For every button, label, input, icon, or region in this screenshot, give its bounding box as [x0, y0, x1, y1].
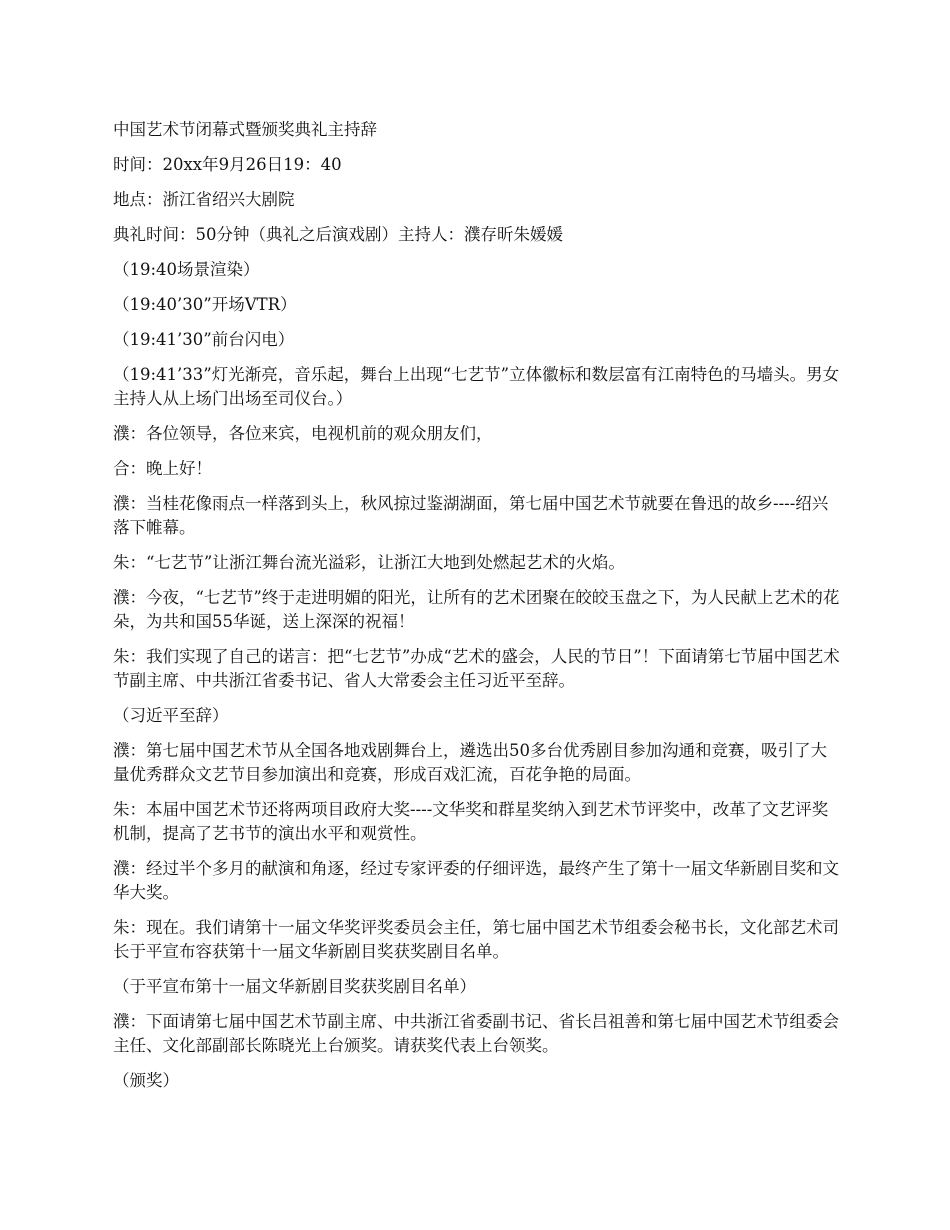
event-time: 时间：20xx年9月26日19：40 [113, 155, 342, 174]
paragraph: 朱：我们实现了自己的诺言：把“七艺节”办成“艺术的盛会，人民的节日”！下面请第七节届中国艺术节副主席、中共浙江省委书记、省人大常委会主任习近平至辞。 [113, 647, 840, 690]
paragraph: 濮：第七届中国艺术节从全国各地戏剧舞台上，遴选出50多台优秀剧目参加沟通和竞赛，吸引了大量优秀群众文艺节目参加演出和竞赛，形成百戏汇流，百花争艳的局面。 [113, 741, 827, 784]
paragraph: 朱：“七艺节”让浙江舞台流光溢彩，让浙江大地到处燃起艺术的火焰。 [113, 553, 625, 572]
paragraph: （19:41’33”灯光渐亮，音乐起，舞台上出现“七艺节”立体徽标和数层富有江南特色的马墙头。男女主持人从上场门出场至司仪台。） [113, 365, 840, 408]
paragraph: （19:40’30”开场VTR） [113, 295, 297, 314]
paragraph: 朱：现在。我们请第十一届文华奖评奖委员会主任，第七届中国艺术节组委会秘书长，文化部艺术司长于平宣布容获第十一届文华新剧目奖获奖剧目名单。 [113, 918, 839, 961]
paragraph: 濮：当桂花像雨点一样落到头上，秋风掠过鉴湖湖面，第七届中国艺术节就要在鲁迅的故乡----绍兴落下帷幕。 [113, 494, 829, 537]
paragraph: 合：晚上好！ [113, 459, 212, 478]
paragraph: 朱：本届中国艺术节还将两项目政府大奖----文华奖和群星奖纳入到艺术节评奖中，改革了文艺评奖机制，提高了艺书节的演出水平和观赏性。 [113, 800, 829, 843]
paragraph: 濮：各位领导，各位来宾，电视机前的观众朋友们， [113, 424, 493, 443]
ceremony-info: 典礼时间：50分钟（典礼之后演戏剧）主持人：濮存昕朱媛媛 [113, 225, 563, 244]
document-page [113, 118, 843, 1104]
paragraph: （习近平至辞） [113, 706, 229, 725]
paragraph: （于平宣布第十一届文华新剧目奖获奖剧目名单） [113, 977, 476, 996]
event-location: 地点：浙江省绍兴大剧院 [113, 190, 295, 209]
paragraph: （颁奖） [113, 1071, 179, 1090]
paragraph: 濮：今夜，“七艺节”终于走进明媚的阳光，让所有的艺术团聚在皎皎玉盘之下，为人民献上艺术的花朵，为共和国55华诞，送上深深的祝福！ [113, 588, 840, 631]
paragraph: （19:40场景渲染） [113, 260, 260, 279]
document-title: 中国艺术节闭幕式暨颁奖典礼主持辞 [113, 120, 377, 139]
paragraph: （19:41’30”前台闪电） [113, 330, 295, 349]
paragraph: 濮：经过半个多月的献演和角逐，经过专家评委的仔细评选，最终产生了第十一届文华新剧目奖和文华大奖。 [113, 859, 839, 902]
paragraph: 濮：下面请第七届中国艺术节副主席、中共浙江省委副书记、省长吕祖善和第七届中国艺术节组委会主任、文化部副部长陈晓光上台颁奖。请获奖代表上台领奖。 [113, 1012, 839, 1055]
